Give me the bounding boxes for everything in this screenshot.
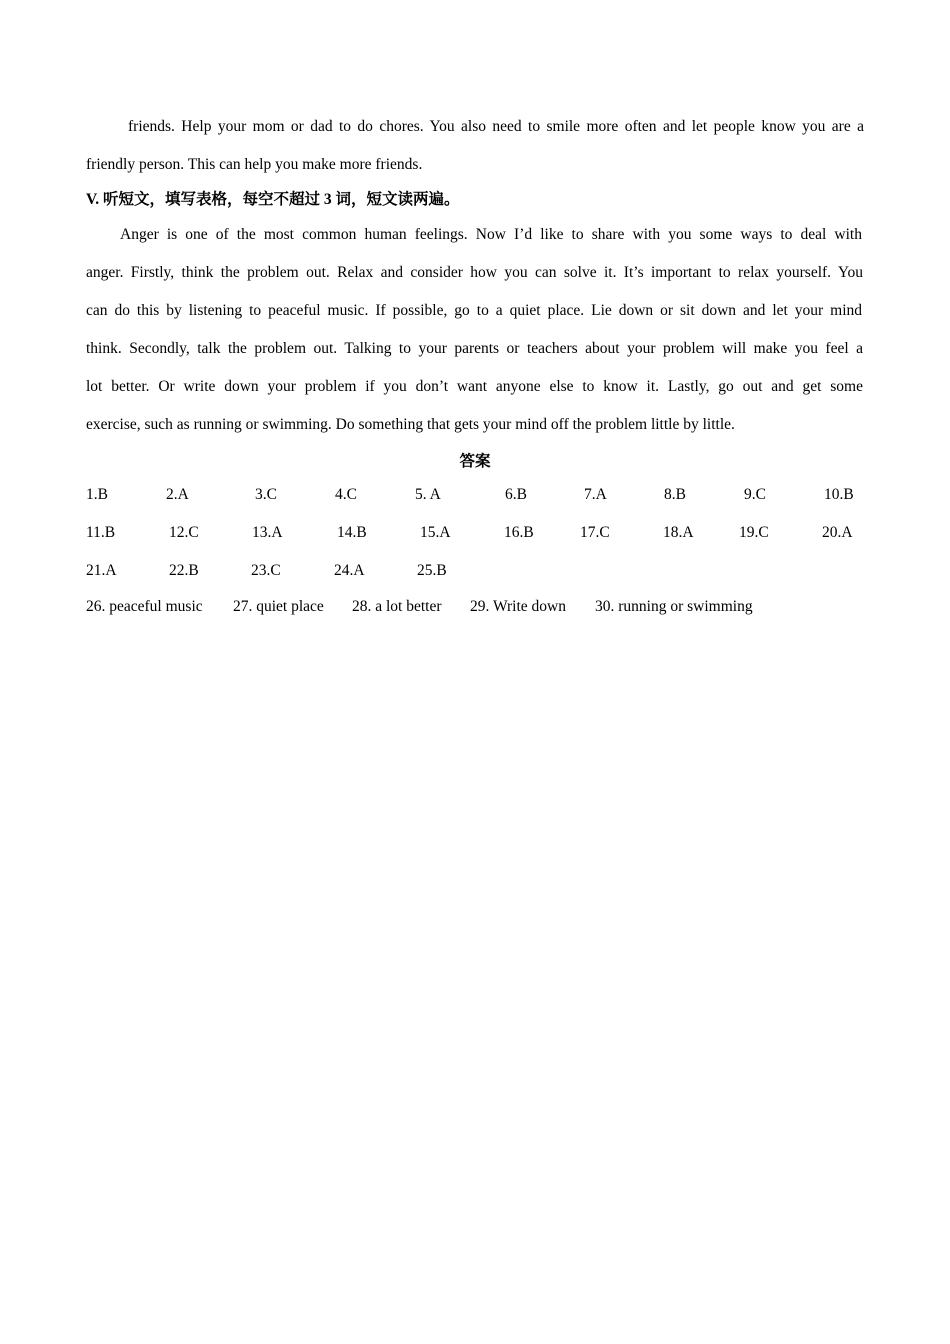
passage-line: anger. Firstly, think the problem out. Relax and consider how you can solve it. It’s important to relax yourself. You: [86, 264, 863, 281]
answer-item: 13.A: [252, 524, 283, 541]
answers-title: 答案: [459, 453, 491, 470]
answer-item: 25.B: [417, 562, 447, 579]
answer-item: 2.A: [166, 486, 189, 503]
answer-item: 10.B: [824, 486, 854, 503]
answer-item: 21.A: [86, 562, 117, 579]
answer-item: 23.C: [251, 562, 281, 579]
paragraph-line: friendly person. This can help you make more friends.: [86, 156, 423, 173]
passage-line: lot better. Or write down your problem if you don’t want anyone else to know it. Lastly, go out and get some: [86, 378, 863, 395]
paragraph-line: friends. Help your mom or dad to do chores. You also need to smile more often and let people know you are a: [128, 118, 864, 135]
answer-item: 5. A: [415, 486, 441, 503]
answer-item: 20.A: [822, 524, 853, 541]
answer-item: 7.A: [584, 486, 607, 503]
answer-item: 17.C: [580, 524, 610, 541]
answer-item: 24.A: [334, 562, 365, 579]
passage-line: Anger is one of the most common human feelings. Now I’d like to share with you some ways to deal with: [120, 226, 862, 243]
fill-in-answer: 26. peaceful music: [86, 598, 203, 615]
answer-item: 6.B: [505, 486, 527, 503]
fill-in-answer: 27. quiet place: [233, 598, 324, 615]
answer-item: 22.B: [169, 562, 199, 579]
answer-item: 11.B: [86, 524, 116, 541]
answer-item: 3.C: [255, 486, 277, 503]
answer-item: 4.C: [335, 486, 357, 503]
passage-line: exercise, such as running or swimming. Do something that gets your mind off the problem little by little.: [86, 416, 735, 433]
answer-item: 14.B: [337, 524, 367, 541]
section-heading: V. 听短文，填写表格，每空不超过 3 词，短文读两遍。: [86, 191, 460, 208]
fill-in-answer: 29. Write down: [470, 598, 566, 615]
fill-in-answer: 28. a lot better: [352, 598, 442, 615]
answer-item: 19.C: [739, 524, 769, 541]
answer-item: 8.B: [664, 486, 686, 503]
passage-line: can do this by listening to peaceful music. If possible, go to a quiet place. Lie down or sit down and let your mind: [86, 302, 862, 319]
answer-item: 18.A: [663, 524, 694, 541]
answer-item: 1.B: [86, 486, 108, 503]
answer-item: 12.C: [169, 524, 199, 541]
fill-in-answer: 30. running or swimming: [595, 598, 753, 615]
answer-item: 15.A: [420, 524, 451, 541]
answer-item: 9.C: [744, 486, 766, 503]
answer-item: 16.B: [504, 524, 534, 541]
passage-line: think. Secondly, talk the problem out. Talking to your parents or teachers about your problem will make you feel a: [86, 340, 863, 357]
